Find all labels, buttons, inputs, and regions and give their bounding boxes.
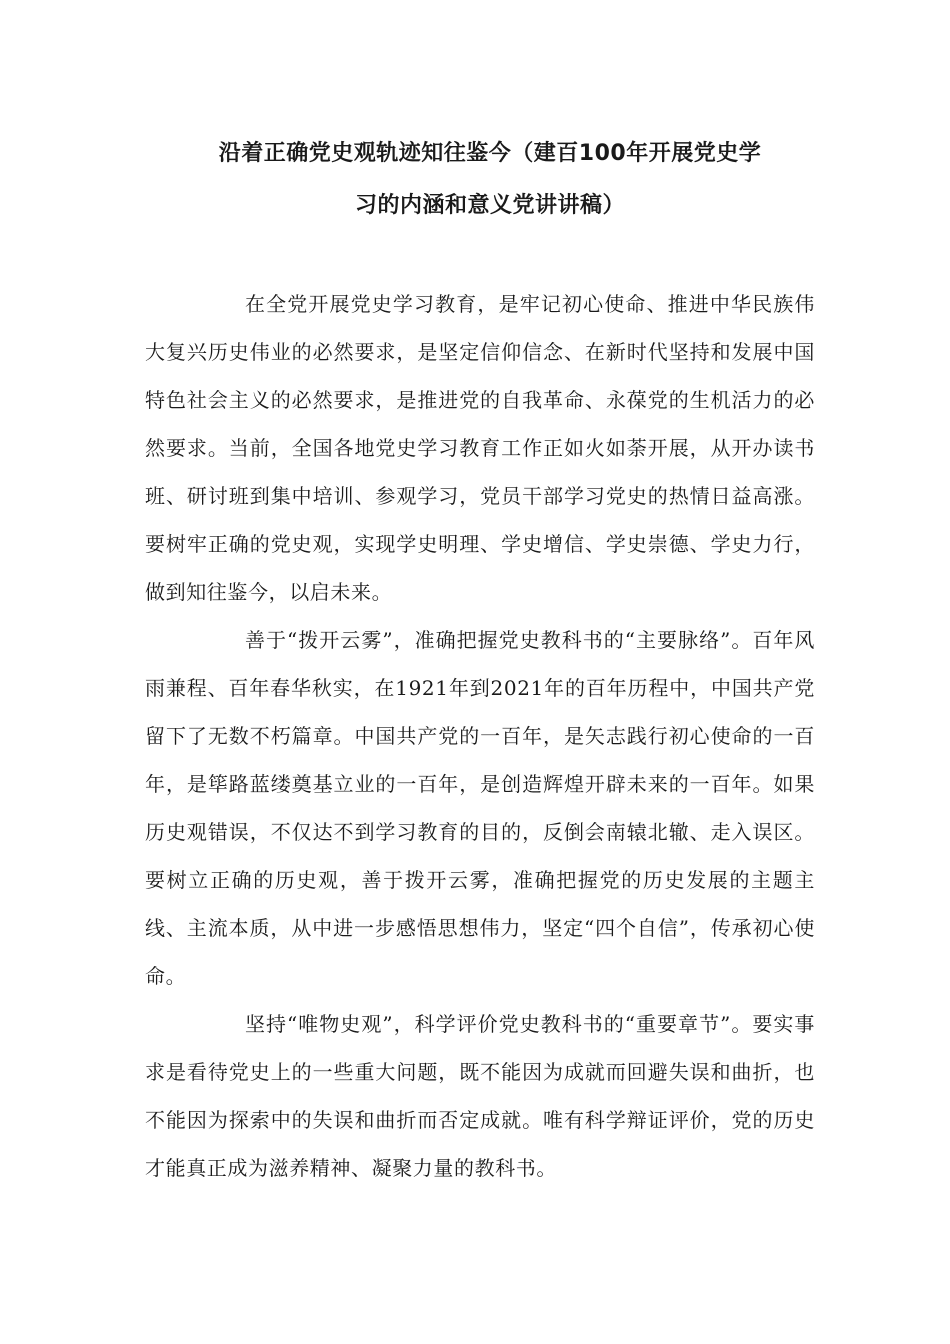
document-title xyxy=(150,128,830,232)
title-line-2: 习的内涵和意义党讲讲稿） xyxy=(354,193,625,218)
title-line-1: 沿着正确党史观轨迹知往鉴今（建百100年开展党史学 xyxy=(218,141,762,166)
document-body xyxy=(145,280,815,1192)
paragraph-3: 坚持“唯物史观”，科学评价党史教科书的“重要章节”。要实事求是看待党史上的一些重大问题，既不能因为成就而回避失误和曲折，也不能因为探索中的失误和曲折而否定成就。唯有科学辩证评价，党的历史才能真正成为滋养精神、凝聚力量的教科书。 xyxy=(145,1012,815,1180)
paragraph-2: 善于“拨开云雾”，准确把握党史教科书的“主要脉络”。百年风雨兼程、百年春华秋实，在1921年到2021年的百年历程中，中国共产党留下了无数不朽篇章。中国共产党的一百年，是矢志践行初心使命的一百年，是筚路蓝缕奠基立业的一百年，是创造辉煌开辟未来的一百年。如果历史观错误，不仅达不到学习教育的目的，反倒会南辕北辙、走入误区。要树立正确的历史观，善于拨开云雾，准确把握党的历史发展的主题主线、主流本质，从中进一步感悟思想伟力，坚定“四个自信”，传承初心使命。 xyxy=(145,628,815,988)
paragraph-1: 在全党开展党史学习教育，是牢记初心使命、推进中华民族伟大复兴历史伟业的必然要求，是坚定信仰信念、在新时代坚持和发展中国特色社会主义的必然要求，是推进党的自我革命、永葆党的生机活力的必然要求。当前，全国各地党史学习教育工作正如火如荼开展，从开办读书班、研讨班到集中培训、参观学习，党员干部学习党史的热情日益高涨。要树牢正确的党史观，实现学史明理、学史增信、学史崇德、学史力行，做到知往鉴今，以启未来。 xyxy=(145,292,815,604)
